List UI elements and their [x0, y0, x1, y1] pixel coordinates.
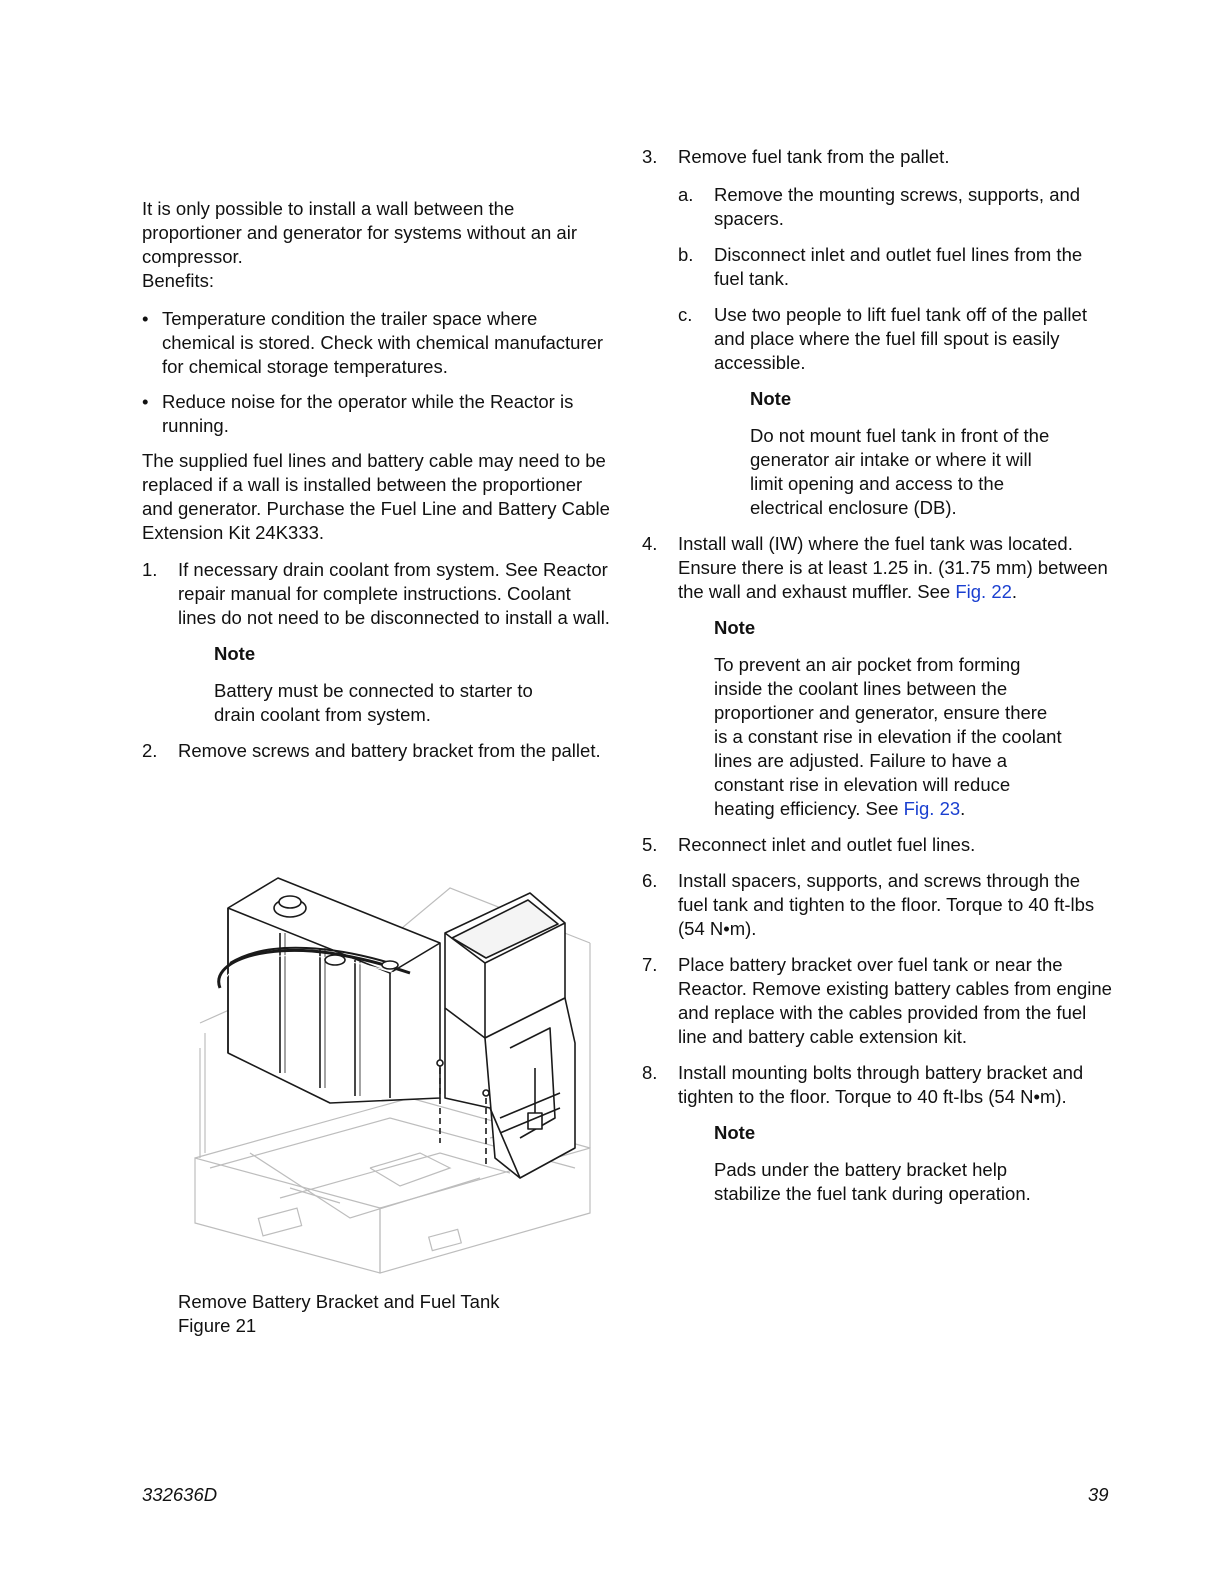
note-heading: Note [214, 643, 256, 664]
bullet-mark: • [142, 308, 149, 329]
fig-22-link[interactable]: Fig. 22 [955, 581, 1012, 602]
note-body: To prevent an air pocket from forming inside the coolant lines between the proportioner and generator, ensure there is a constant rise in elevation if the coolant lines are adjusted. Failure to have a constant rise in elevation will reduce heating efficiency. See [714, 654, 1062, 819]
supplied-paragraph: The supplied fuel lines and battery cable may need to be replaced if a wall is installed between the proportioner and generator. Purchase the Fuel Line and Battery Cable Extension Kit 24K333. [142, 450, 610, 543]
step-text: Reconnect inlet and outlet fuel lines. [678, 834, 976, 855]
step-number: 7. [642, 954, 658, 975]
step-number: 4. [642, 533, 658, 554]
step-text-end: . [1011, 581, 1018, 602]
intro-text: It is only possible to install a wall between the proportioner and generator for systems without an air compressor. [142, 198, 577, 267]
step-number: 3. [642, 146, 658, 167]
left-column [142, 197, 612, 775]
step-8 [642, 1061, 1114, 1109]
note-text [714, 653, 1064, 821]
step-number: 5. [642, 834, 658, 855]
bullet-text: Reduce noise for the operator while the Reactor is running. [162, 391, 574, 436]
substep-a [642, 183, 1114, 231]
step-number: 8. [642, 1062, 658, 1083]
note-pads [642, 1121, 1114, 1206]
substep-text: Use two people to lift fuel tank off of the pallet and place where the fuel fill spout is easily accessible. [714, 304, 1087, 373]
substep-letter: b. [678, 244, 694, 265]
step-number: 6. [642, 870, 658, 891]
bullet-text: Temperature condition the trailer space where chemical is stored. Check with chemical manufacturer for chemical storage temperatures. [162, 308, 604, 377]
fuel-tank-battery-bracket-drawing [190, 868, 600, 1276]
step-text: Remove screws and battery bracket from the pallet. [178, 740, 601, 761]
substep-c [642, 303, 1114, 375]
step-text: Install wall (IW) where the fuel tank was located. Ensure there is at least 1.25 in. (31.75 mm) between the wall and exhaust muffler. See [678, 533, 1108, 602]
substep-text: Disconnect inlet and outlet fuel lines from the fuel tank. [714, 244, 1083, 289]
substep-letter: c. [678, 304, 693, 325]
substep-text: Remove the mounting screws, supports, and spacers. [714, 184, 1081, 229]
fig-23-link[interactable]: Fig. 23 [903, 798, 961, 819]
note-text: Do not mount fuel tank in front of the generator air intake or where it will limit opening and access to the electrical enclosure (DB). [750, 425, 1050, 518]
step-1 [142, 558, 612, 630]
benefits-colon: : [208, 270, 214, 291]
note-heading: Note [750, 388, 792, 409]
note-text-end: . [960, 798, 966, 819]
step-text: Install mounting bolts through battery bracket and tighten to the floor. Torque to 40 ft-lbs (54 N•m). [678, 1062, 1084, 1107]
note-text: Battery must be connected to starter to drain coolant from system. [214, 680, 533, 725]
benefits-label: Benefits [142, 270, 209, 291]
substep-letter: a. [678, 184, 694, 205]
footer-doc-number: 332636D [142, 1484, 218, 1505]
footer-page-number: 39 [1088, 1484, 1109, 1505]
bullet-item [142, 390, 612, 438]
step-5 [642, 833, 1114, 857]
step-4 [642, 532, 1114, 604]
note-coolant [642, 616, 1114, 821]
figure-caption-number: Figure 21 [178, 1315, 257, 1336]
step-number: 2. [142, 740, 158, 761]
step-6 [642, 869, 1114, 941]
step-text: Install spacers, supports, and screws through the fuel tank and tighten to the floor. Torque to 40 ft-lbs (54 N•m). [678, 870, 1095, 939]
step-text: Place battery bracket over fuel tank or near the Reactor. Remove existing battery cables from engine and replace with the cables provided from the fuel line and battery cable extension kit. [678, 954, 1112, 1047]
bullet-item [142, 307, 612, 379]
step-7 [642, 953, 1114, 1049]
intro-paragraph [142, 197, 612, 293]
note-fuel-tank [642, 387, 1114, 520]
right-column [642, 145, 1114, 1218]
note-battery [142, 642, 612, 727]
substep-b [642, 243, 1114, 291]
step-number: 1. [142, 559, 158, 580]
figure-caption [178, 1290, 598, 1338]
figure-fuel-tank-illustration [190, 868, 600, 1276]
note-heading: Note [714, 1122, 756, 1143]
step-2 [142, 739, 612, 763]
figure-caption-title: Remove Battery Bracket and Fuel Tank [178, 1291, 500, 1312]
step-text: Remove fuel tank from the pallet. [678, 146, 950, 167]
note-text: Pads under the battery bracket help stabilize the fuel tank during operation. [714, 1159, 1031, 1204]
step-3 [642, 145, 1114, 169]
bullet-mark: • [142, 391, 149, 412]
step-text: If necessary drain coolant from system. See Reactor repair manual for complete instructions. Coolant lines do not need to be disconnected to install a wall. [178, 559, 610, 628]
note-heading: Note [714, 617, 756, 638]
